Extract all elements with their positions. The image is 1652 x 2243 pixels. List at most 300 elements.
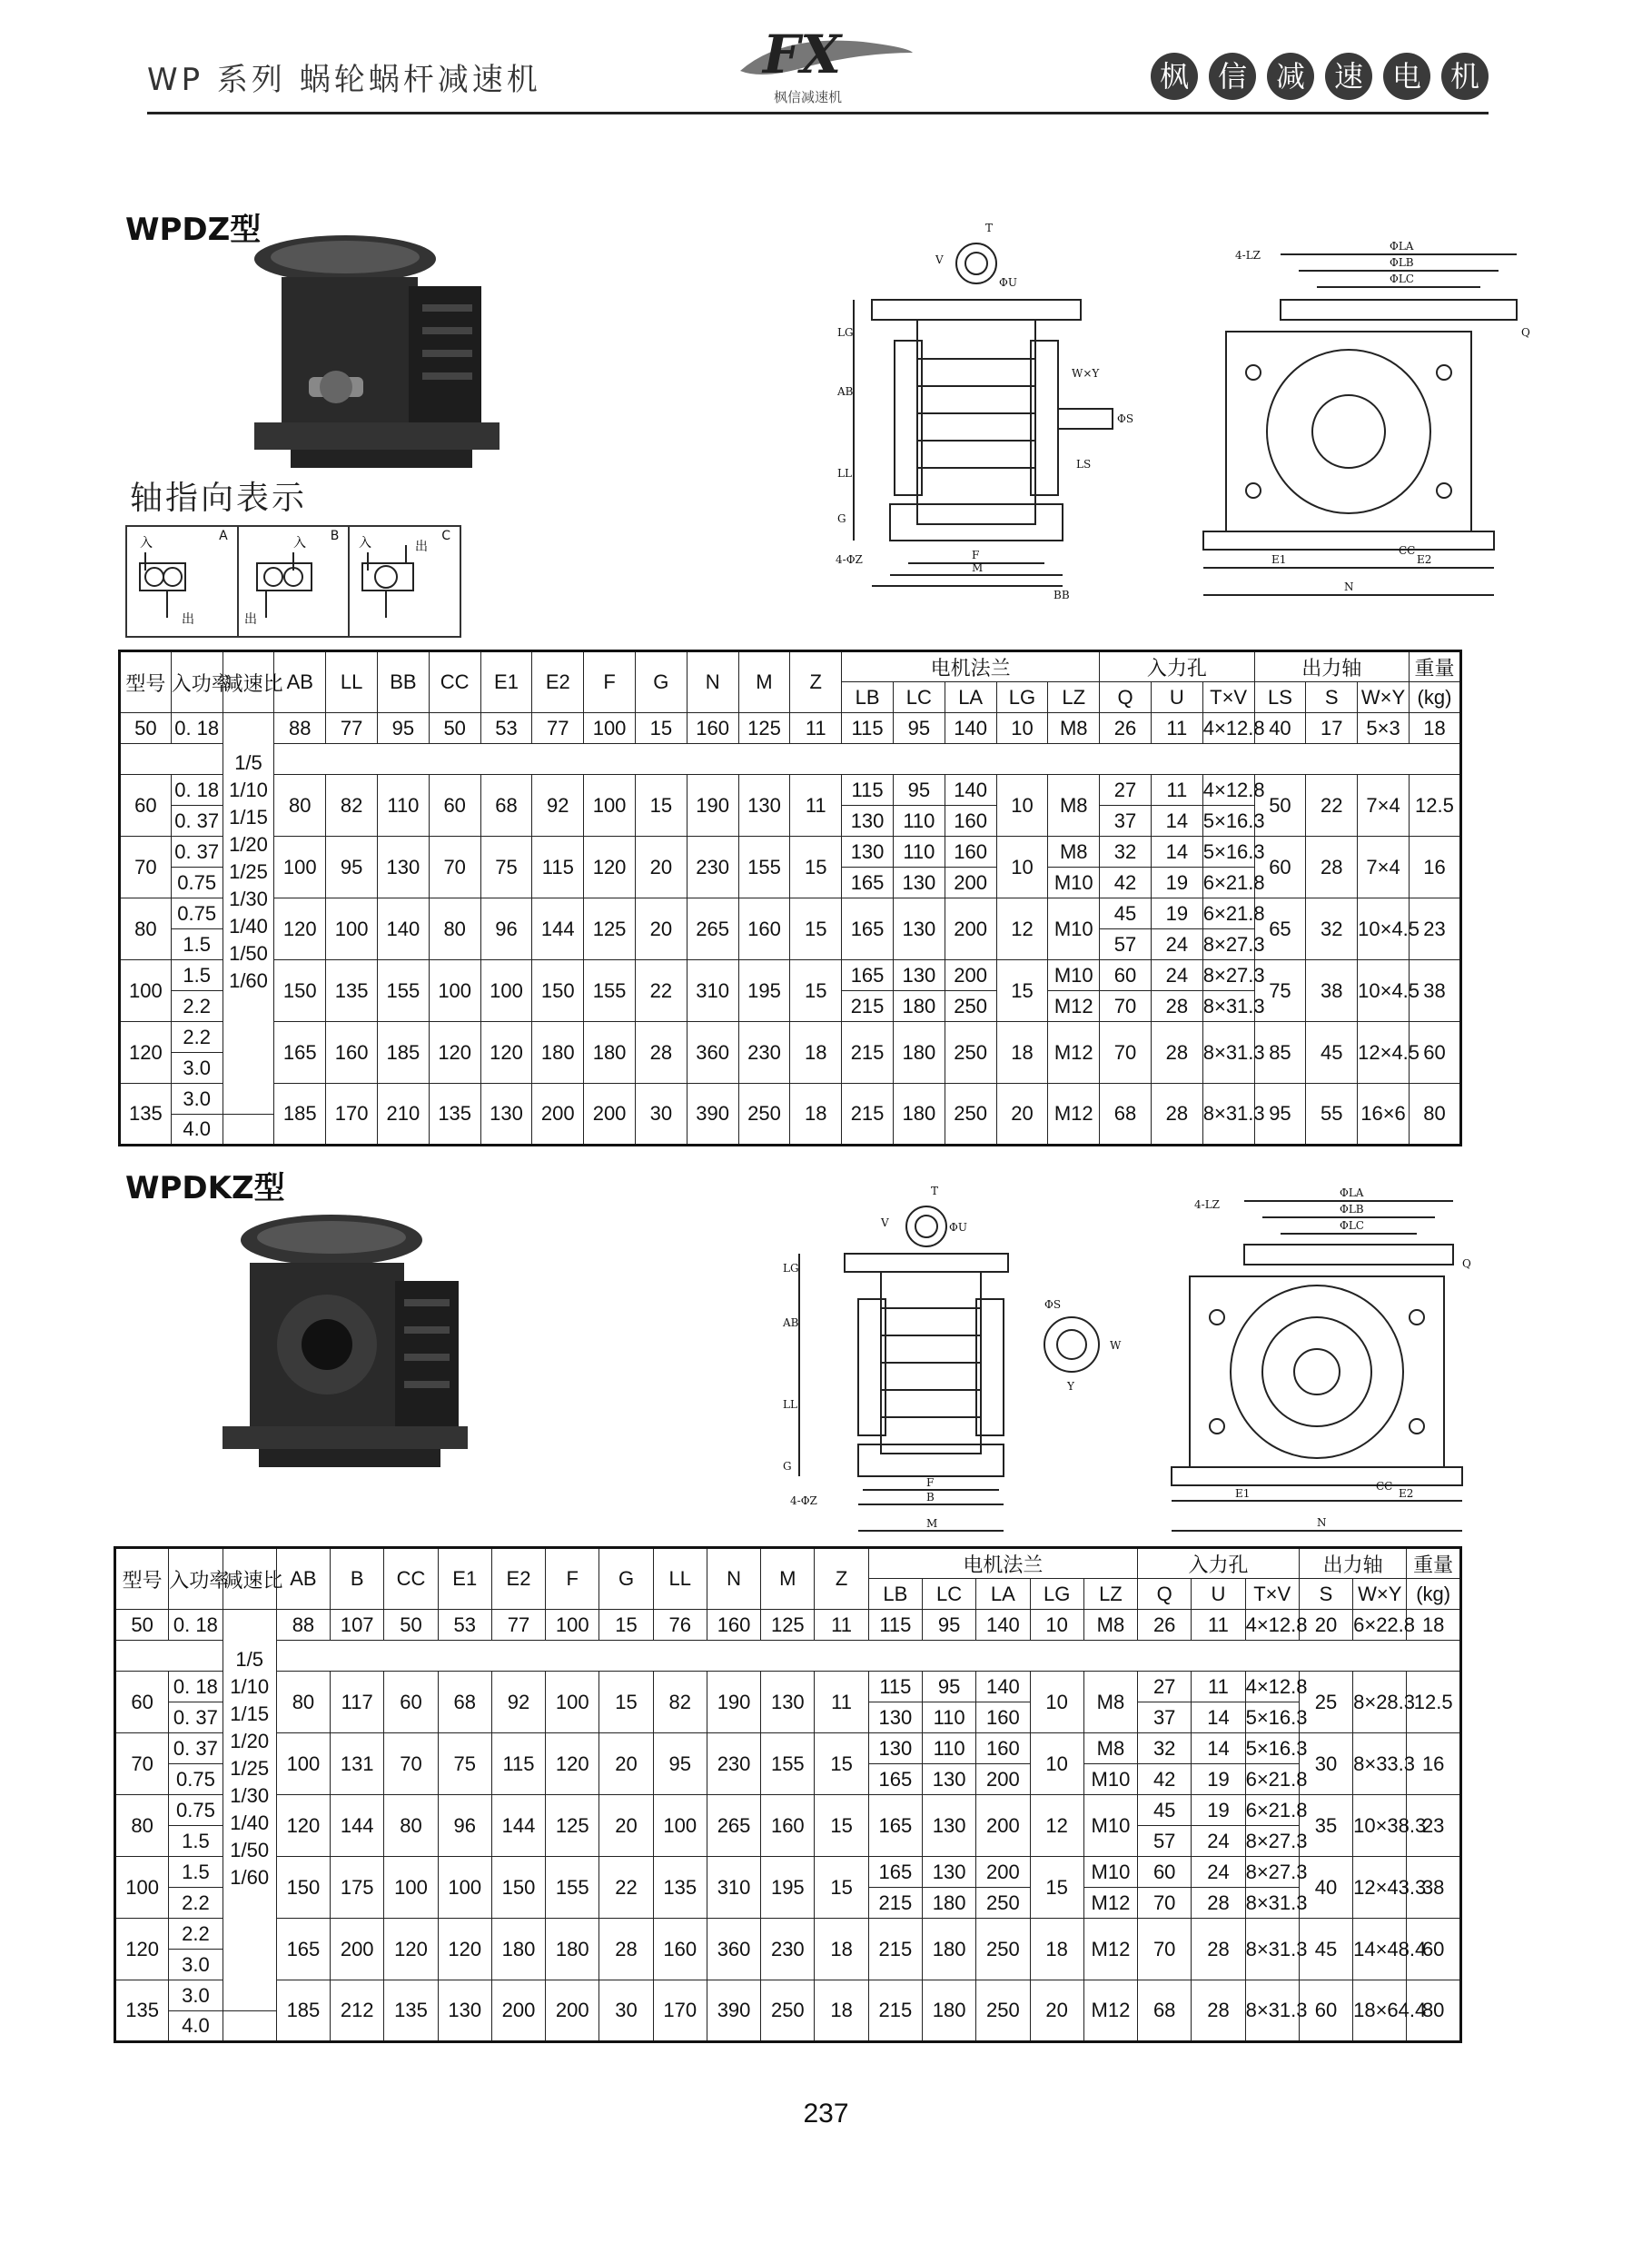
column-header: BB	[377, 651, 429, 713]
dim-cell: 150	[274, 960, 326, 1022]
wpdz-front-view-drawing	[817, 204, 1144, 613]
input-cell: 8×31.3	[1245, 1888, 1299, 1919]
power-cell: 2.2	[169, 1919, 223, 1950]
column-header: M	[738, 651, 790, 713]
svg-text:ΦLB: ΦLB	[1390, 256, 1414, 269]
dim-cell: 15	[790, 960, 842, 1022]
input-cell: 5×16.3	[1202, 837, 1254, 868]
dim-cell: 50	[429, 713, 480, 744]
dim-cell: 180	[491, 1919, 545, 1980]
column-header: LA	[945, 682, 996, 713]
weight-cell: 18	[1407, 1610, 1461, 1641]
dim-cell: 88	[276, 1610, 330, 1641]
table-row	[120, 713, 1461, 744]
output-cell: 45	[1306, 1022, 1358, 1084]
dim-cell: 18	[790, 1084, 842, 1146]
power-cell: 0. 18	[169, 1610, 223, 1641]
column-header: F	[546, 1548, 599, 1610]
input-cell: 60	[1138, 1857, 1192, 1888]
lz-cell: M8	[1083, 1733, 1137, 1764]
flange-cell: 110	[893, 806, 945, 837]
output-cell: 20	[1299, 1610, 1352, 1641]
column-header: S	[1306, 682, 1358, 713]
input-cell: 27	[1138, 1672, 1192, 1702]
column-header: LC	[893, 682, 945, 713]
svg-text:ΦS: ΦS	[1117, 412, 1134, 425]
output-cell: 75	[1254, 960, 1306, 1022]
series-title: WP 系列 蜗轮蜗杆减速机	[147, 62, 541, 98]
dim-cell: 130	[738, 775, 790, 837]
ratio-value: 1/50	[230, 1839, 270, 1861]
brand-char: 机	[1441, 53, 1489, 100]
input-cell: 19	[1192, 1795, 1245, 1826]
model-cell: 70	[120, 837, 172, 898]
power-cell: 0.75	[171, 868, 223, 898]
lz-cell: M10	[1083, 1764, 1137, 1795]
power-cell: 4.0	[171, 1115, 223, 1146]
dim-cell: 100	[546, 1610, 599, 1641]
flange-cell: 215	[868, 1980, 922, 2042]
dim-cell: 120	[384, 1919, 438, 1980]
dim-cell: 150	[276, 1857, 330, 1919]
output-cell: 55	[1306, 1084, 1358, 1146]
dim-cell: 140	[377, 898, 429, 960]
power-cell: 2.2	[171, 1022, 223, 1053]
flange-cell: 250	[976, 1980, 1030, 2042]
input-cell: 45	[1138, 1795, 1192, 1826]
dim-cell: 15	[635, 775, 687, 837]
dim-cell: 100	[584, 713, 636, 744]
lg-cell: 10	[996, 775, 1048, 837]
power-cell: 3.0	[171, 1084, 223, 1115]
ratio-value: 1/15	[230, 1702, 270, 1725]
ratio-value: 1/15	[229, 806, 268, 829]
dim-cell: 155	[761, 1733, 815, 1795]
column-header: W×Y	[1353, 1579, 1407, 1610]
flange-cell: 140	[976, 1610, 1030, 1641]
input-cell: 70	[1100, 991, 1152, 1022]
page-number: 237	[803, 2099, 849, 2129]
power-cell: 0. 37	[169, 1733, 223, 1764]
flange-cell: 130	[893, 898, 945, 960]
dim-cell: 30	[599, 1980, 653, 2042]
weight-cell: 16	[1407, 1733, 1461, 1795]
output-cell: 40	[1254, 713, 1306, 744]
input-cell: 32	[1138, 1733, 1192, 1764]
svg-text:ΦU: ΦU	[949, 1221, 967, 1234]
column-header: E1	[480, 651, 532, 713]
flange-cell: 200	[976, 1795, 1030, 1857]
weight-cell: 23	[1407, 1795, 1461, 1857]
input-cell: 57	[1100, 929, 1152, 960]
power-cell: 0. 18	[169, 1672, 223, 1702]
input-cell: 37	[1100, 806, 1152, 837]
dim-cell: 107	[331, 1610, 384, 1641]
dim-cell: 230	[687, 837, 738, 898]
dim-cell: 75	[438, 1733, 491, 1795]
dim-cell: 15	[815, 1857, 868, 1919]
dim-cell: 115	[532, 837, 584, 898]
svg-text:LG: LG	[783, 1262, 799, 1275]
weight-cell: 38	[1407, 1857, 1461, 1919]
dim-cell: 360	[687, 1022, 738, 1084]
flange-cell: 165	[842, 960, 894, 991]
direction-b: B 入 出	[239, 527, 351, 636]
input-cell: 11	[1151, 775, 1202, 806]
dim-cell: 144	[331, 1795, 384, 1857]
flange-cell: 130	[893, 868, 945, 898]
dim-cell: 230	[707, 1733, 760, 1795]
flange-cell: 200	[945, 960, 996, 991]
ratio-cell	[223, 1610, 276, 2011]
dim-cell: 144	[491, 1795, 545, 1857]
svg-text:4-LZ: 4-LZ	[1235, 249, 1261, 262]
input-cell: 5×16.3	[1245, 1733, 1299, 1764]
column-header: T×V	[1245, 1579, 1299, 1610]
dim-cell: 96	[438, 1795, 491, 1857]
column-header: LA	[976, 1579, 1030, 1610]
column-header: LS	[1254, 682, 1306, 713]
flange-cell: 180	[893, 1022, 945, 1084]
dim-cell: 60	[384, 1672, 438, 1733]
dim-cell: 390	[707, 1980, 760, 2042]
svg-text:Y: Y	[1067, 1380, 1074, 1393]
dim-cell: 82	[653, 1672, 707, 1733]
input-cell: 57	[1138, 1826, 1192, 1857]
flange-cell: 215	[842, 991, 894, 1022]
input-cell: 14	[1151, 837, 1202, 868]
input-cell: 19	[1151, 898, 1202, 929]
dim-cell: 100	[546, 1672, 599, 1733]
output-cell: 60	[1254, 837, 1306, 898]
input-cell: 8×31.3	[1202, 1022, 1254, 1084]
dim-cell: 170	[326, 1084, 378, 1146]
group-header: 电机法兰	[842, 651, 1100, 682]
dim-cell: 200	[532, 1084, 584, 1146]
shaft-direction-diagrams	[125, 525, 461, 638]
brand-char: 减	[1267, 53, 1314, 100]
svg-text:W×Y: W×Y	[1072, 367, 1100, 380]
dim-cell: 28	[635, 1022, 687, 1084]
dim-cell: 180	[546, 1919, 599, 1980]
dim-cell: 70	[384, 1733, 438, 1795]
dim-cell: 230	[738, 1022, 790, 1084]
table-row	[120, 1084, 1461, 1115]
brand-char: 电	[1383, 53, 1430, 100]
direction-a: A 入 出	[127, 527, 239, 636]
table-row	[120, 837, 1461, 868]
output-cell: 25	[1299, 1672, 1352, 1733]
dim-cell: 135	[326, 960, 378, 1022]
dim-cell: 18	[790, 1022, 842, 1084]
dim-cell: 18	[815, 1980, 868, 2042]
section-title-wpdkz: WPDKZ型	[125, 1170, 285, 1206]
dim-cell: 15	[599, 1610, 653, 1641]
model-cell: 50	[120, 713, 172, 744]
svg-text:M: M	[926, 1517, 938, 1530]
dim-cell: 160	[738, 898, 790, 960]
dim-cell: 185	[377, 1022, 429, 1084]
column-header: Q	[1100, 682, 1152, 713]
output-cell: 60	[1299, 1980, 1352, 2042]
input-cell: 4×12.8	[1245, 1672, 1299, 1702]
dim-cell: 160	[761, 1795, 815, 1857]
lz-cell: M12	[1083, 1888, 1137, 1919]
input-cell: 68	[1138, 1980, 1192, 2042]
input-cell: 45	[1100, 898, 1152, 929]
dim-cell: 20	[599, 1795, 653, 1857]
dim-cell: 20	[635, 837, 687, 898]
flange-cell: 115	[842, 713, 894, 744]
model-cell: 135	[120, 1084, 172, 1146]
input-cell: 8×27.3	[1245, 1826, 1299, 1857]
input-cell: 6×21.8	[1202, 898, 1254, 929]
dim-cell: 100	[276, 1733, 330, 1795]
svg-text:出: 出	[415, 540, 429, 554]
svg-text:AB: AB	[837, 385, 854, 398]
dim-cell: 77	[532, 713, 584, 744]
dim-cell: 100	[429, 960, 480, 1022]
dim-cell: 180	[532, 1022, 584, 1084]
input-cell: 6×21.8	[1245, 1795, 1299, 1826]
dim-cell: 165	[274, 1022, 326, 1084]
lz-cell: M10	[1048, 960, 1100, 991]
dim-cell: 15	[790, 898, 842, 960]
output-cell: 8×33.3	[1353, 1733, 1407, 1795]
input-cell: 19	[1192, 1764, 1245, 1795]
output-cell: 85	[1254, 1022, 1306, 1084]
model-cell: 70	[115, 1733, 169, 1795]
svg-text:CC: CC	[1399, 544, 1416, 557]
dim-cell: 120	[276, 1795, 330, 1857]
lg-cell: 10	[1030, 1610, 1083, 1641]
table-row	[115, 1610, 1461, 1641]
flange-cell: 165	[842, 868, 894, 898]
power-cell: 3.0	[169, 1950, 223, 1980]
table-row	[115, 1733, 1461, 1764]
table-row	[120, 1022, 1461, 1053]
svg-text:V: V	[935, 253, 944, 266]
svg-text:ΦLB: ΦLB	[1340, 1203, 1364, 1216]
lg-cell: 12	[996, 898, 1048, 960]
model-cell: 100	[120, 960, 172, 1022]
dim-cell: 160	[687, 713, 738, 744]
dim-cell: 68	[438, 1672, 491, 1733]
dim-cell: 155	[584, 960, 636, 1022]
dim-cell: 180	[584, 1022, 636, 1084]
input-cell: 4×12.8	[1202, 775, 1254, 806]
dim-cell: 80	[274, 775, 326, 837]
dim-cell: 11	[815, 1610, 868, 1641]
flange-cell: 165	[868, 1795, 922, 1857]
flange-cell: 200	[945, 868, 996, 898]
table-header-row	[120, 651, 1461, 682]
output-cell: 95	[1254, 1084, 1306, 1146]
dim-cell: 175	[331, 1857, 384, 1919]
group-header: 入力孔	[1138, 1548, 1300, 1579]
svg-text:N: N	[1344, 581, 1354, 593]
flange-cell: 130	[842, 806, 894, 837]
output-cell: 40	[1299, 1857, 1352, 1919]
dim-cell: 125	[761, 1610, 815, 1641]
input-cell: 28	[1192, 1888, 1245, 1919]
dim-cell: 100	[438, 1857, 491, 1919]
dim-cell: 185	[276, 1980, 330, 2042]
output-cell: 12×43.3	[1353, 1857, 1407, 1919]
lz-cell: M8	[1048, 713, 1100, 744]
input-cell: 8×31.3	[1245, 1919, 1299, 1980]
power-cell: 0.75	[171, 898, 223, 929]
svg-text:入: 入	[292, 536, 306, 551]
flange-cell: 180	[893, 991, 945, 1022]
column-header: LB	[868, 1579, 922, 1610]
dim-cell: 165	[276, 1919, 330, 1980]
dim-cell: 80	[429, 898, 480, 960]
flange-cell: 180	[922, 1919, 975, 1980]
dim-cell: 160	[707, 1610, 760, 1641]
input-cell: 11	[1151, 713, 1202, 744]
dim-cell: 92	[532, 775, 584, 837]
input-cell: 70	[1138, 1919, 1192, 1980]
input-cell: 8×31.3	[1245, 1980, 1299, 2042]
input-cell: 70	[1138, 1888, 1192, 1919]
dim-cell: 160	[653, 1919, 707, 1980]
dim-cell: 130	[377, 837, 429, 898]
flange-cell: 130	[842, 837, 894, 868]
flange-cell: 250	[945, 1022, 996, 1084]
dim-cell: 130	[480, 1084, 532, 1146]
power-cell: 4.0	[169, 2011, 223, 2042]
dim-cell: 190	[687, 775, 738, 837]
model-cell: 60	[120, 775, 172, 837]
flange-cell: 250	[945, 1084, 996, 1146]
column-header: N	[687, 651, 738, 713]
column-header: G	[599, 1548, 653, 1610]
column-header: LG	[1030, 1579, 1083, 1610]
lg-cell: 10	[1030, 1672, 1083, 1733]
flange-cell: 115	[868, 1610, 922, 1641]
input-cell: 60	[1100, 960, 1152, 991]
svg-text:AB: AB	[783, 1316, 799, 1329]
dim-cell: 15	[815, 1795, 868, 1857]
group-header: 电机法兰	[868, 1548, 1137, 1579]
dim-cell: 95	[653, 1733, 707, 1795]
dim-cell: 22	[599, 1857, 653, 1919]
input-cell: 24	[1151, 960, 1202, 991]
dim-cell: 120	[429, 1022, 480, 1084]
flange-cell: 180	[922, 1980, 975, 2042]
flange-cell: 215	[842, 1022, 894, 1084]
direction-c: C 入 出	[350, 527, 460, 636]
power-cell: 1.5	[171, 929, 223, 960]
column-header: M	[761, 1548, 815, 1610]
flange-cell: 130	[922, 1857, 975, 1888]
model-cell: 120	[115, 1919, 169, 1980]
ratio-value: 1/20	[230, 1730, 270, 1752]
input-cell: 8×27.3	[1202, 960, 1254, 991]
svg-text:LG: LG	[837, 326, 854, 339]
input-cell: 24	[1192, 1857, 1245, 1888]
dim-cell: 155	[546, 1857, 599, 1919]
power-cell: 2.2	[169, 1888, 223, 1919]
group-header: 出力轴	[1299, 1548, 1407, 1579]
section-title-wpdz: WPDZ型	[125, 212, 262, 248]
dim-cell: 120	[480, 1022, 532, 1084]
column-header: Z	[815, 1548, 868, 1610]
power-cell: 0. 18	[171, 775, 223, 806]
column-header: (kg)	[1407, 1579, 1461, 1610]
output-cell: 10×38.3	[1353, 1795, 1407, 1857]
ratio-value: 1/60	[230, 1866, 270, 1889]
dim-cell: 15	[790, 837, 842, 898]
flange-cell: 110	[922, 1702, 975, 1733]
svg-text:4-ΦZ: 4-ΦZ	[790, 1494, 817, 1507]
column-header: AB	[274, 651, 326, 713]
lz-cell: M10	[1048, 868, 1100, 898]
dim-cell: 15	[635, 713, 687, 744]
column-header: G	[635, 651, 687, 713]
input-cell: 32	[1100, 837, 1152, 868]
dim-cell: 88	[274, 713, 326, 744]
dim-cell: 100	[326, 898, 378, 960]
dim-cell: 390	[687, 1084, 738, 1146]
output-cell: 7×4	[1358, 837, 1410, 898]
dim-cell: 125	[546, 1795, 599, 1857]
logo-subtitle: 枫信减速机	[774, 89, 843, 105]
ratio-cell	[223, 713, 274, 1115]
dim-cell: 310	[687, 960, 738, 1022]
input-cell: 4×12.8	[1202, 713, 1254, 744]
input-cell: 11	[1192, 1672, 1245, 1702]
flange-cell: 110	[893, 837, 945, 868]
lz-cell: M8	[1048, 837, 1100, 868]
svg-text:ΦS: ΦS	[1044, 1298, 1062, 1311]
lz-cell: M10	[1083, 1857, 1137, 1888]
weight-cell: 80	[1409, 1084, 1460, 1146]
lz-cell: M10	[1083, 1795, 1137, 1857]
table-row	[115, 1641, 1461, 1672]
dim-cell: 200	[491, 1980, 545, 2042]
column-header: W×Y	[1358, 682, 1410, 713]
flange-cell: 215	[868, 1888, 922, 1919]
flange-cell: 160	[976, 1733, 1030, 1764]
input-cell: 42	[1100, 868, 1152, 898]
input-cell: 24	[1151, 929, 1202, 960]
column-header: AB	[276, 1548, 330, 1610]
flange-cell: 250	[976, 1888, 1030, 1919]
weight-cell: 12.5	[1407, 1672, 1461, 1733]
input-cell: 28	[1192, 1980, 1245, 2042]
weight-cell: 80	[1407, 1980, 1461, 2042]
dim-cell: 95	[377, 713, 429, 744]
ratio-value: 1/5	[234, 751, 262, 774]
lz-cell: M8	[1083, 1610, 1137, 1641]
output-cell: 10×4.5	[1358, 898, 1410, 960]
column-header: (kg)	[1409, 682, 1460, 713]
lz-cell: M8	[1048, 775, 1100, 837]
wpdkz-product-photo	[223, 1208, 486, 1472]
dim-cell: 195	[761, 1857, 815, 1919]
dim-cell: 185	[274, 1084, 326, 1146]
dim-cell: 360	[707, 1919, 760, 1980]
output-cell: 6×22.8	[1353, 1610, 1407, 1641]
input-cell: 28	[1151, 991, 1202, 1022]
lz-cell: M12	[1048, 991, 1100, 1022]
dim-cell: 190	[707, 1672, 760, 1733]
output-cell: 5×3	[1358, 713, 1410, 744]
dim-cell: 212	[331, 1980, 384, 2042]
input-cell: 6×21.8	[1245, 1764, 1299, 1795]
